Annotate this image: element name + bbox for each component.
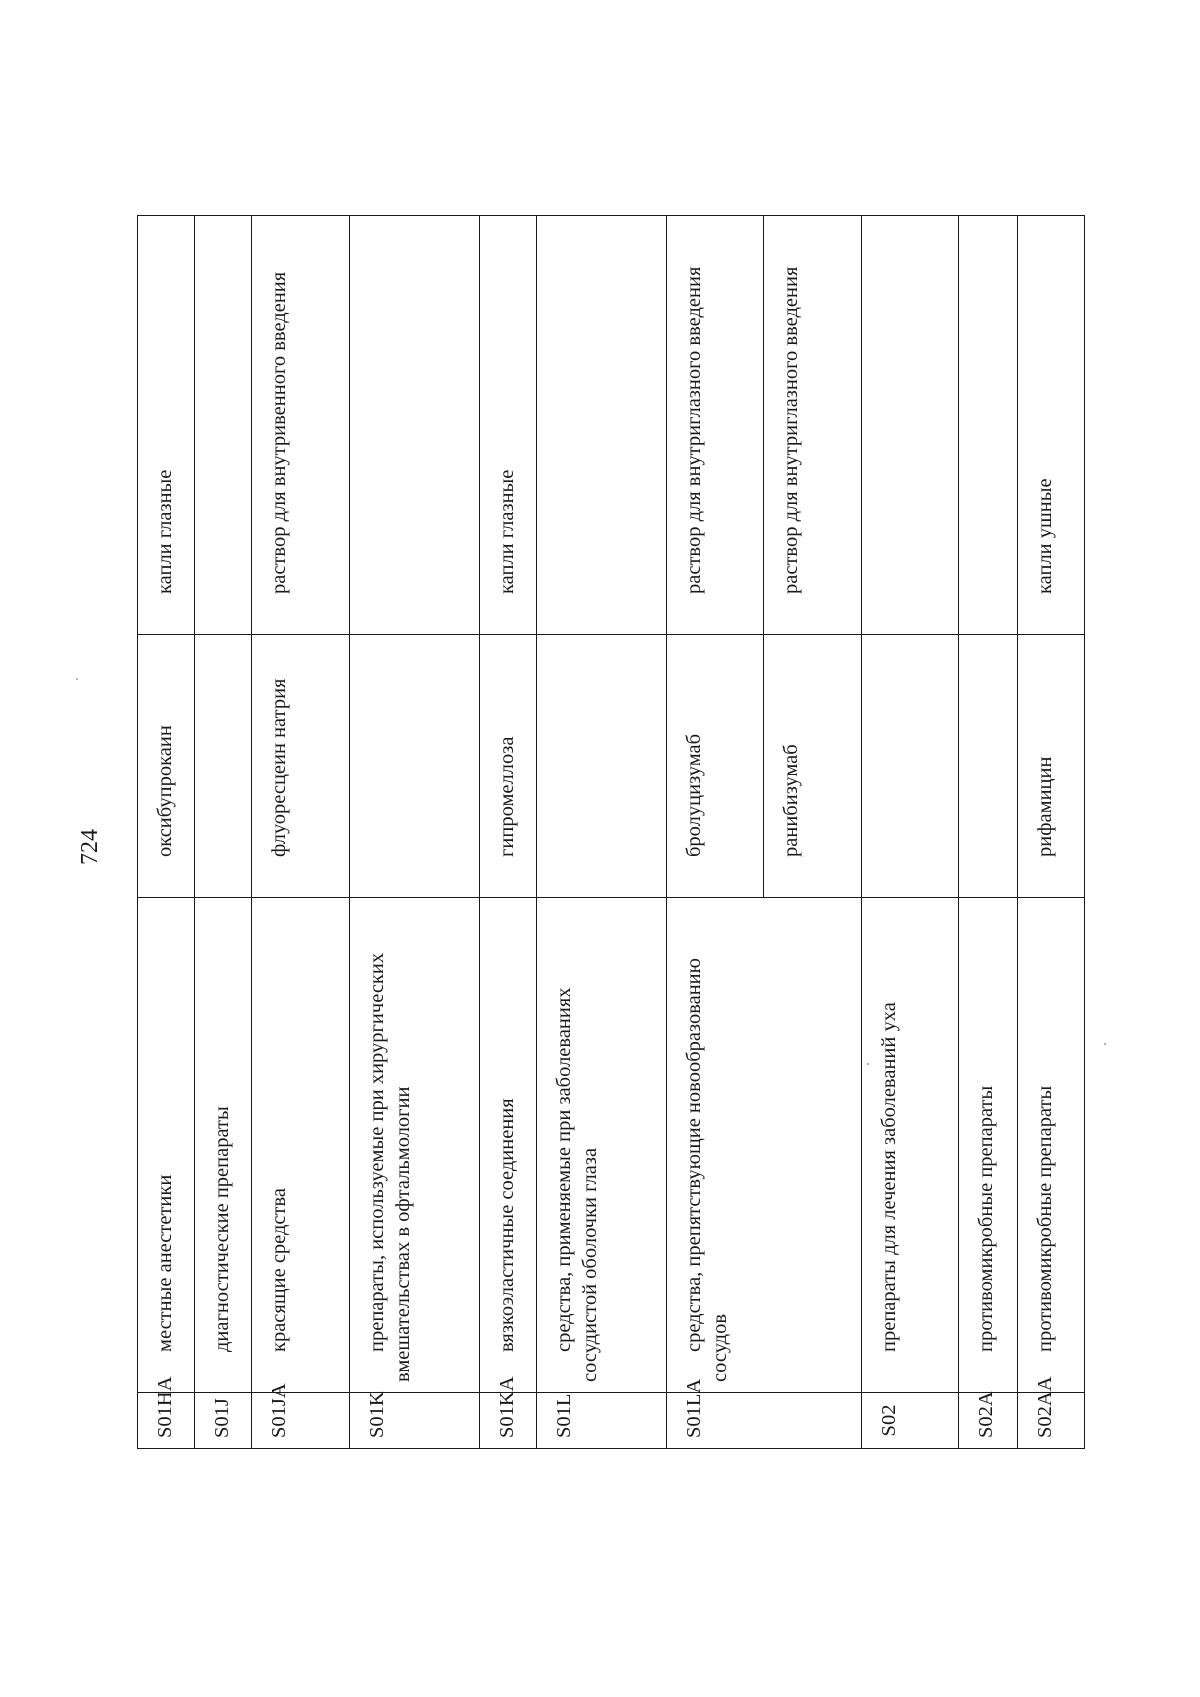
atc-code-cell: S01KA <box>479 1393 536 1449</box>
dosage-form-cell: раствор для внутриглазного введения <box>666 216 764 635</box>
table-row <box>195 216 252 1449</box>
substance-cell: флуоресцеин натрия <box>252 635 350 898</box>
table-row <box>349 216 479 1449</box>
dosage-form-cell <box>959 216 1018 635</box>
table-row <box>861 216 959 1449</box>
atc-code-cell: S01JA <box>252 1393 350 1449</box>
drug-classification-table <box>137 215 1085 1449</box>
table-row <box>252 216 350 1449</box>
substance-cell: ранибизумаб <box>764 635 862 898</box>
dosage-form-cell <box>536 216 666 635</box>
group-name-cell: средства, препятствующие новообразованию сосудов <box>666 898 861 1393</box>
dosage-form-cell <box>861 216 959 635</box>
group-name-cell: диагностические препараты <box>195 898 252 1393</box>
drug-classification-table-frame <box>137 216 1085 1449</box>
group-name-cell: местные анестетики <box>138 898 195 1393</box>
table-row <box>479 216 536 1449</box>
scan-speck <box>1104 1043 1106 1045</box>
substance-cell: гипромеллоза <box>479 635 536 898</box>
group-name-cell: препараты, используемые при хирургических вмешательствах в офтальмологии <box>349 898 479 1393</box>
dosage-form-cell: раствор для внутриглазного введения <box>764 216 862 635</box>
atc-code-cell: S02AA <box>1018 1393 1085 1449</box>
group-name-cell: средства, применяемые при заболеваниях сосудистой оболочки глаза <box>536 898 666 1393</box>
table-row <box>666 216 764 1449</box>
dosage-form-cell: капли глазные <box>479 216 536 635</box>
atc-code-cell: S01LA <box>666 1393 861 1449</box>
scan-speck <box>76 678 78 680</box>
atc-code-cell: S01L <box>536 1393 666 1449</box>
table-row <box>138 216 195 1449</box>
group-name-cell: препараты для лечения заболеваний уха <box>861 898 959 1393</box>
substance-cell: рифамицин <box>1018 635 1085 898</box>
group-name-cell: противомикробные препараты <box>1018 898 1085 1393</box>
atc-code-cell: S01HA <box>138 1393 195 1449</box>
substance-cell <box>195 635 252 898</box>
scan-speck <box>867 1063 869 1065</box>
group-name-cell: противомикробные препараты <box>959 898 1018 1393</box>
dosage-form-cell: капли глазные <box>138 216 195 635</box>
substance-cell <box>861 635 959 898</box>
table-row <box>959 216 1018 1449</box>
substance-cell <box>536 635 666 898</box>
dosage-form-cell: раствор для внутривенного введения <box>252 216 350 635</box>
page-number: 724 <box>77 829 103 865</box>
table-row <box>536 216 666 1449</box>
atc-code-cell: S01K <box>349 1393 479 1449</box>
substance-cell <box>349 635 479 898</box>
substance-cell: оксибупрокаин <box>138 635 195 898</box>
atc-code-cell: S02 <box>861 1393 959 1449</box>
substance-cell <box>959 635 1018 898</box>
group-name-cell: вязкоэластичные соединения <box>479 898 536 1393</box>
group-name-cell: красящие средства <box>252 898 350 1393</box>
dosage-form-cell <box>349 216 479 635</box>
dosage-form-cell: капли ушные <box>1018 216 1085 635</box>
table-row <box>1018 216 1085 1449</box>
atc-code-cell: S02A <box>959 1393 1018 1449</box>
dosage-form-cell <box>195 216 252 635</box>
substance-cell: бролуцизумаб <box>666 635 764 898</box>
atc-code-cell: S01J <box>195 1393 252 1449</box>
